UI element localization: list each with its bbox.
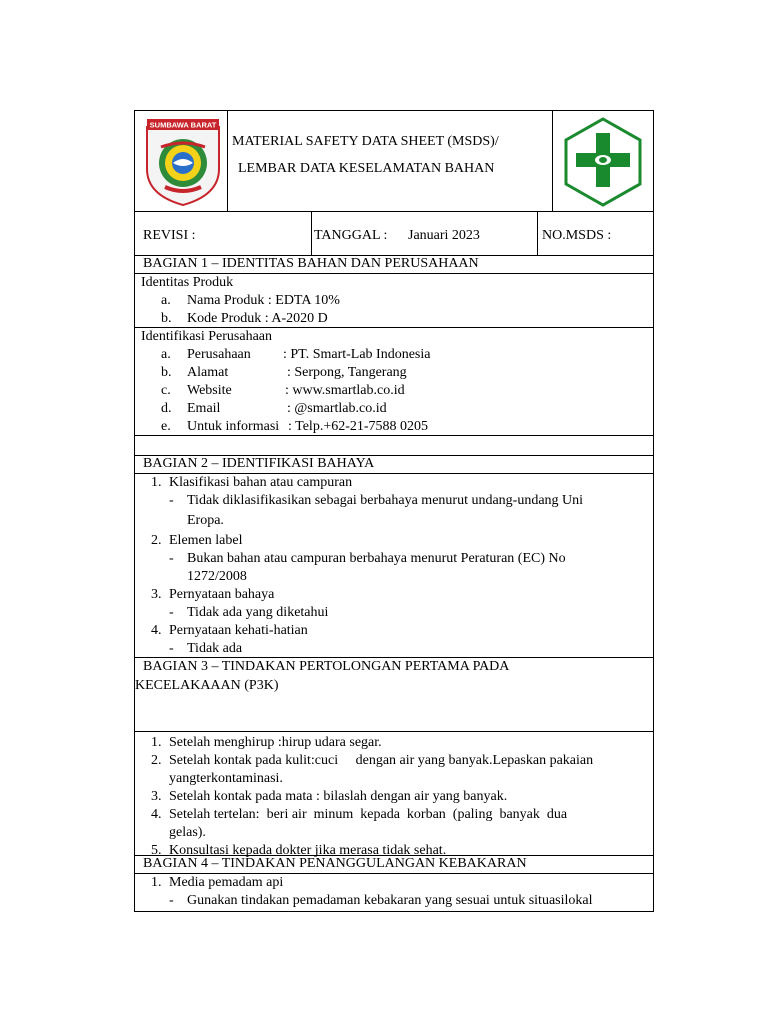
tanggal-cell	[312, 212, 538, 255]
identitas-produk-heading: Identitas Produk	[141, 275, 234, 290]
produk-item: Kode Produk : A-2020 D	[187, 311, 328, 326]
perusahaan-value: : @smartlab.co.id	[287, 401, 387, 416]
title-cell	[228, 111, 552, 211]
revisi-cell	[135, 212, 312, 255]
nomsds-label: NO.MSDS :	[542, 228, 612, 243]
perusahaan-value: : Serpong, Tangerang	[287, 365, 407, 380]
bagian1-title: BAGIAN 1 – IDENTITAS BAHAN DAN PERUSAHAAN	[143, 256, 479, 271]
revisi-label: REVISI :	[143, 228, 196, 243]
bagian3-item-text: Setelah tertelan: beri air minum kepada korban (paling banyak dua	[169, 807, 568, 822]
bagian4-title: BAGIAN 4 – TINDAKAN PENANGGULANGAN KEBAKARAN	[143, 856, 527, 871]
title-line-2: LEMBAR DATA KESELAMATAN BAHAN	[238, 161, 495, 176]
identifikasi-perusahaan-heading: Identifikasi Perusahaan	[141, 329, 273, 344]
title-line-1: MATERIAL SAFETY DATA SHEET (MSDS)/	[232, 134, 499, 149]
identifikasi-perusahaan-section	[134, 328, 654, 436]
header-row	[134, 110, 654, 212]
perusahaan-value: : Telp.+62-21-7588 0205	[288, 419, 429, 434]
perusahaan-label: Website	[187, 383, 232, 398]
bagian2-item-number: 2.	[151, 533, 162, 548]
tanggal-value: Januari 2023	[408, 228, 480, 243]
dash: -	[169, 493, 174, 508]
dash: -	[169, 893, 174, 908]
perusahaan-label: Untuk informasi	[187, 419, 280, 434]
produk-marker: a.	[161, 293, 171, 308]
bagian3-item-text: Setelah menghirup :hirup udara segar.	[169, 735, 382, 750]
logo-banner-text: SUMBAWA BARAT	[149, 120, 217, 130]
bagian2-section	[134, 474, 654, 658]
empty-row	[134, 436, 654, 456]
perusahaan-marker: c.	[161, 383, 171, 398]
meta-row	[134, 212, 654, 256]
perusahaan-marker: a.	[161, 347, 171, 362]
bagian4-item-detail: Gunakan tindakan pemadaman kebakaran yang sesuai untuk situasilokal	[187, 893, 593, 908]
bagian3-item-number: 3.	[151, 789, 162, 804]
bagian4-item-number: 1.	[151, 875, 162, 890]
bagian4-title-row	[134, 856, 654, 874]
bagian3-item-number: 4.	[151, 807, 162, 822]
perusahaan-value: : PT. Smart-Lab Indonesia	[283, 347, 431, 362]
bagian1-title-row	[134, 256, 654, 274]
msds-document	[134, 110, 654, 912]
bagian2-item-detail: 1272/2008	[187, 569, 247, 584]
produk-marker: b.	[161, 311, 172, 326]
perusahaan-value: : www.smartlab.co.id	[285, 383, 405, 398]
bagian4-item-heading: Media pemadam api	[169, 875, 284, 890]
bagian2-item-detail: Tidak diklasifikasikan sebagai berbahaya menurut undang-undang Uni	[187, 493, 584, 508]
bagian3-title-row	[134, 658, 654, 732]
bagian3-item-text: Setelah kontak pada kulit:cuci dengan air yang banyak.Lepaskan pakaian	[169, 753, 594, 768]
bagian2-item-heading: Pernyataan kehati-hatian	[169, 623, 308, 638]
bagian3-item-number: 1.	[151, 735, 162, 750]
bagian3-title-line-2: KECELAKAAAN (P3K)	[135, 678, 279, 693]
bagian2-item-number: 3.	[151, 587, 162, 602]
right-logo-cell	[552, 111, 653, 211]
bagian3-item-continuation: gelas).	[169, 825, 206, 840]
bagian2-item-number: 4.	[151, 623, 162, 638]
dash: -	[169, 605, 174, 620]
bagian3-item-text: Konsultasi kepada dokter jika merasa tidak sehat.	[169, 843, 447, 858]
bagian2-item-heading: Klasifikasi bahan atau campuran	[169, 475, 353, 490]
bagian2-title: BAGIAN 2 – IDENTIFIKASI BAHAYA	[143, 456, 375, 471]
perusahaan-marker: d.	[161, 401, 172, 416]
bagian2-item-detail: Bukan bahan atau campuran berbahaya menurut Peraturan (EC) No	[187, 551, 566, 566]
identitas-produk-section	[134, 274, 654, 328]
perusahaan-label: Email	[187, 401, 221, 416]
bagian3-item-number: 2.	[151, 753, 162, 768]
green-cross-hexagon-icon	[560, 115, 646, 209]
tanggal-label: TANGGAL :	[314, 228, 388, 243]
bagian2-item-detail: Tidak ada	[187, 641, 243, 656]
left-logo-cell	[135, 111, 228, 211]
bagian2-item-detail: Eropa.	[187, 513, 224, 528]
bagian3-title-line-1: BAGIAN 3 – TINDAKAN PERTOLONGAN PERTAMA PADA	[143, 659, 510, 674]
bagian2-item-heading: Pernyataan bahaya	[169, 587, 275, 602]
sumbawa-barat-emblem-icon	[143, 117, 223, 207]
bagian3-item-text: Setelah kontak pada mata : bilaslah dengan air yang banyak.	[169, 789, 508, 804]
bagian2-item-heading: Elemen label	[169, 533, 243, 548]
bagian2-item-number: 1.	[151, 475, 162, 490]
bagian4-section	[134, 874, 654, 912]
produk-item: Nama Produk : EDTA 10%	[187, 293, 340, 308]
perusahaan-marker: b.	[161, 365, 172, 380]
dash: -	[169, 551, 174, 566]
bagian3-section	[134, 732, 654, 856]
dash: -	[169, 641, 174, 656]
bagian3-item-continuation: yangterkontaminasi.	[169, 771, 283, 786]
nomsds-cell	[538, 212, 653, 255]
bagian2-title-row	[134, 456, 654, 474]
perusahaan-label: Perusahaan	[187, 347, 251, 362]
perusahaan-label: Alamat	[187, 365, 229, 380]
bagian3-item-number: 5.	[151, 843, 162, 858]
perusahaan-marker: e.	[161, 419, 171, 434]
bagian2-item-detail: Tidak ada yang diketahui	[187, 605, 329, 620]
